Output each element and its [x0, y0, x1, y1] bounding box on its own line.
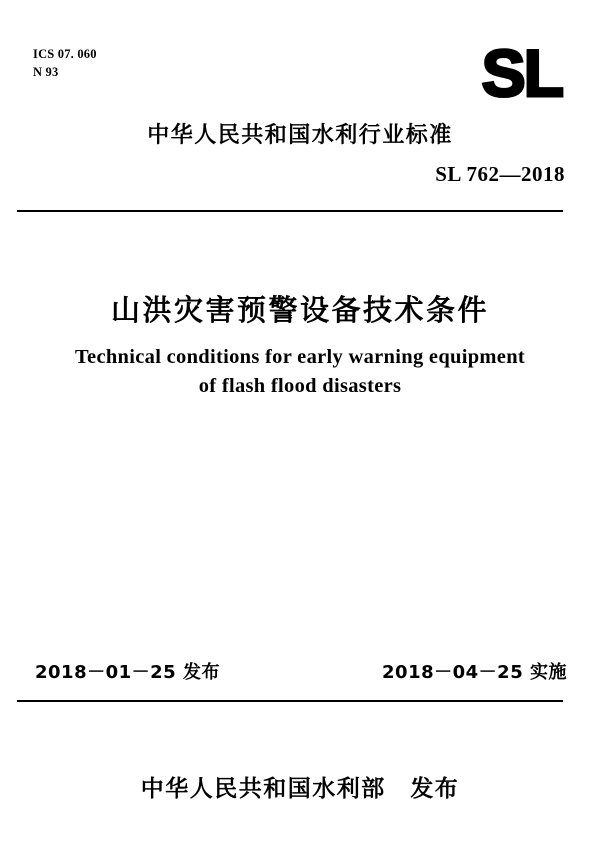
document-title-chinese: 山洪灾害预警设备技术条件	[110, 293, 489, 327]
document-title-english-line-1: Technical conditions for early warning equipment	[74, 346, 526, 368]
ics-code: ICS 07. 060	[33, 47, 97, 61]
sl-logo: SL	[481, 36, 562, 110]
issuing-authority-heading: 中华人民共和国水利行业标准	[147, 123, 453, 148]
document-title-english	[0, 343, 600, 401]
header-divider-rule	[17, 210, 563, 212]
standard-number: SL 762—2018	[435, 162, 565, 186]
classification-block	[33, 46, 97, 82]
issue-date: 2018－01－25 发布	[35, 662, 220, 683]
footer-divider-rule	[17, 700, 563, 702]
document-title-english-line-2: of flash flood disasters	[198, 375, 402, 398]
publisher-line: 中华人民共和国水利部 发布	[140, 776, 460, 802]
cn-classification-code: N 93	[33, 64, 59, 79]
effective-date: 2018－04－25 实施	[382, 662, 567, 683]
